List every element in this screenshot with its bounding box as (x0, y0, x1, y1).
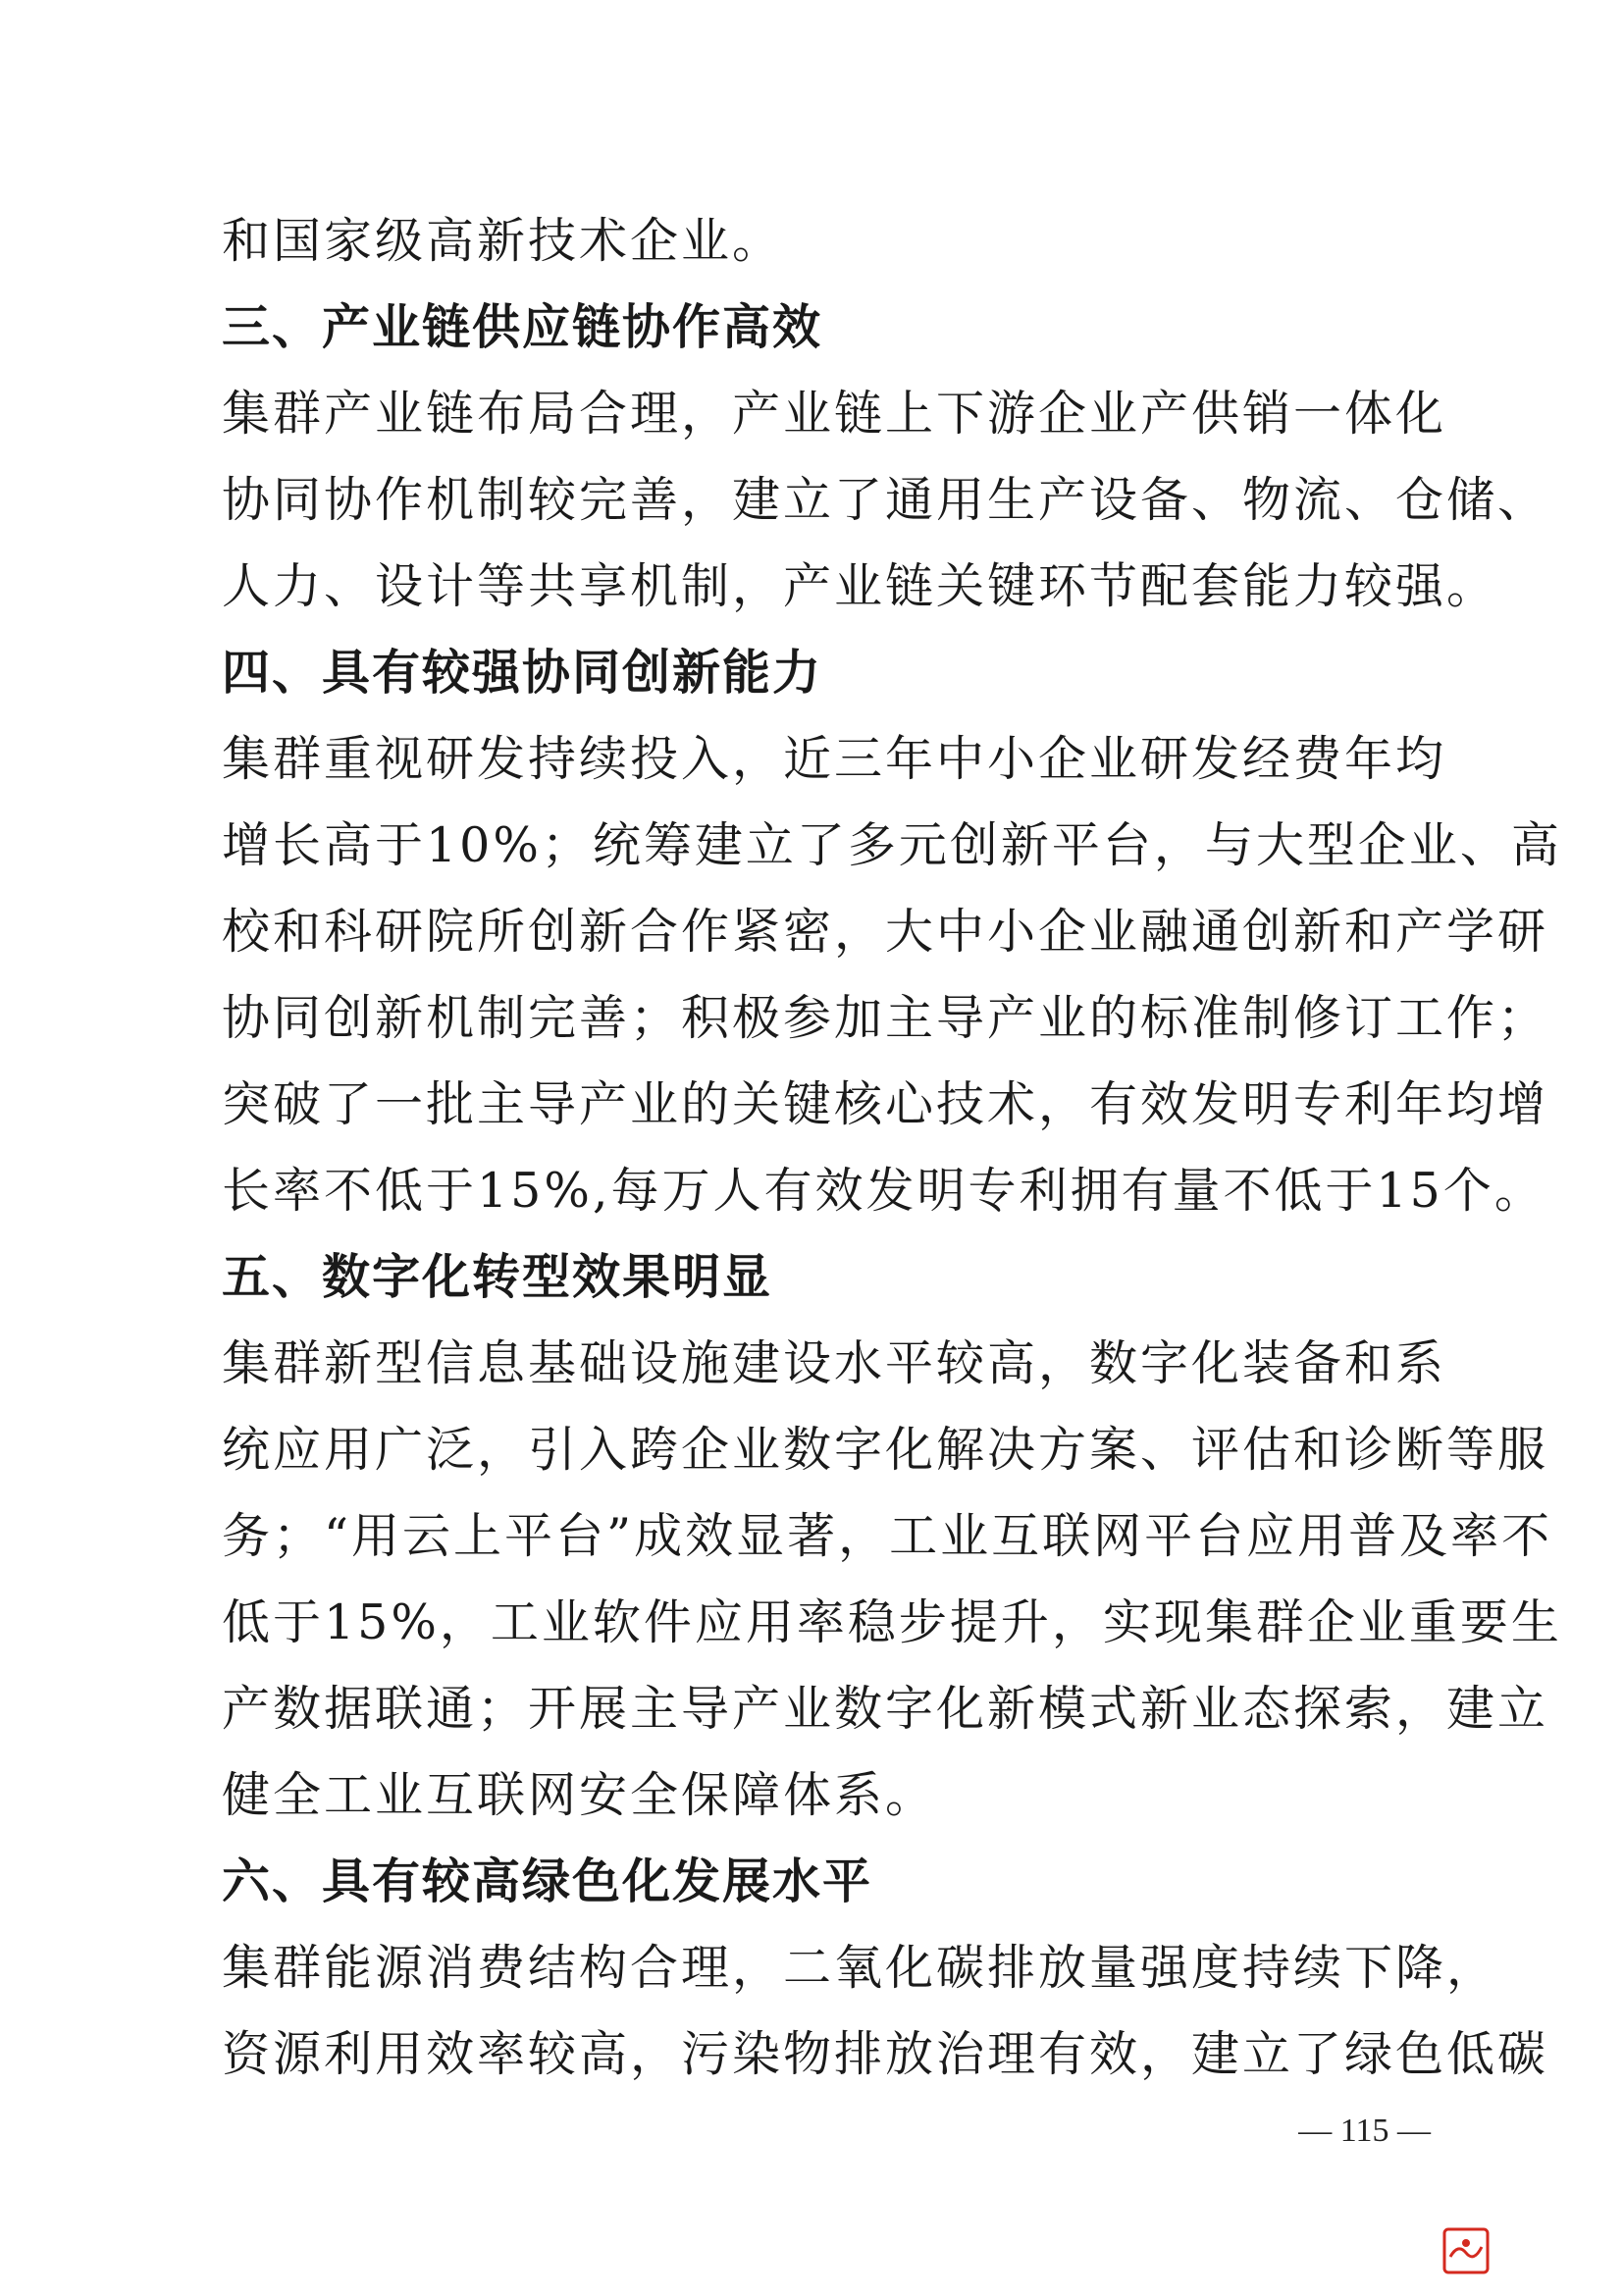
paragraph-line: 长率不低于15%,每万人有效发明专利拥有量不低于15个。 (222, 1163, 1545, 1219)
paragraph-line: 统应用广泛，引入跨企业数字化解决方案、评估和诊断等服 (222, 1422, 1549, 1478)
section-heading: 六、具有较高绿色化发展水平 (222, 1853, 873, 1909)
paragraph-line: 协同协作机制较完善，建立了通用生产设备、物流、仓储、 (222, 472, 1549, 528)
paragraph-line: 务；“用云上平台”成效显著，工业互联网平台应用普及率不 (222, 1508, 1553, 1564)
page-number: — 115 — (1298, 2113, 1431, 2149)
paragraph-line: 突破了一批主导产业的关键核心技术，有效发明专利年均增 (222, 1076, 1549, 1132)
publisher-logo-icon (1442, 2227, 1490, 2274)
paragraph-line: 资源利用效率较高，污染物排放治理有效，建立了绿色低碳 (222, 2026, 1549, 2082)
section-heading: 四、具有较强协同创新能力 (222, 645, 823, 701)
paragraph-line: 校和科研院所创新合作紧密，大中小企业融通创新和产学研 (222, 904, 1549, 960)
document-body (222, 198, 1562, 2098)
section-heading: 五、数字化转型效果明显 (222, 1249, 773, 1305)
paragraph-line: 集群产业链布局合理，产业链上下游企业产供销一体化 (222, 386, 1447, 442)
paragraph-line: 协同创新机制完善；积极参加主导产业的标准制修订工作； (222, 990, 1549, 1046)
paragraph-line: 集群新型信息基础设施建设水平较高，数字化装备和系 (222, 1335, 1447, 1391)
paragraph-line: 人力、设计等共享机制，产业链关键环节配套能力较强。 (222, 558, 1498, 614)
paragraph-line: 低于15%，工业软件应用率稳步提升，实现集群企业重要生 (222, 1594, 1562, 1650)
paragraph-line: 和国家级高新技术企业。 (222, 213, 784, 269)
paragraph-line: 产数据联通；开展主导产业数字化新模式新业态探索，建立 (222, 1681, 1549, 1737)
paragraph-line: 健全工业互联网安全保障体系。 (222, 1767, 937, 1823)
paragraph-line: 集群重视研发持续投入，近三年中小企业研发经费年均 (222, 731, 1447, 787)
section-heading: 三、产业链供应链协作高效 (222, 299, 823, 355)
paragraph-line: 增长高于10%；统筹建立了多元创新平台，与大型企业、高 (222, 817, 1562, 873)
paragraph-line: 集群能源消费结构合理，二氧化碳排放量强度持续下降， (222, 1940, 1498, 1996)
